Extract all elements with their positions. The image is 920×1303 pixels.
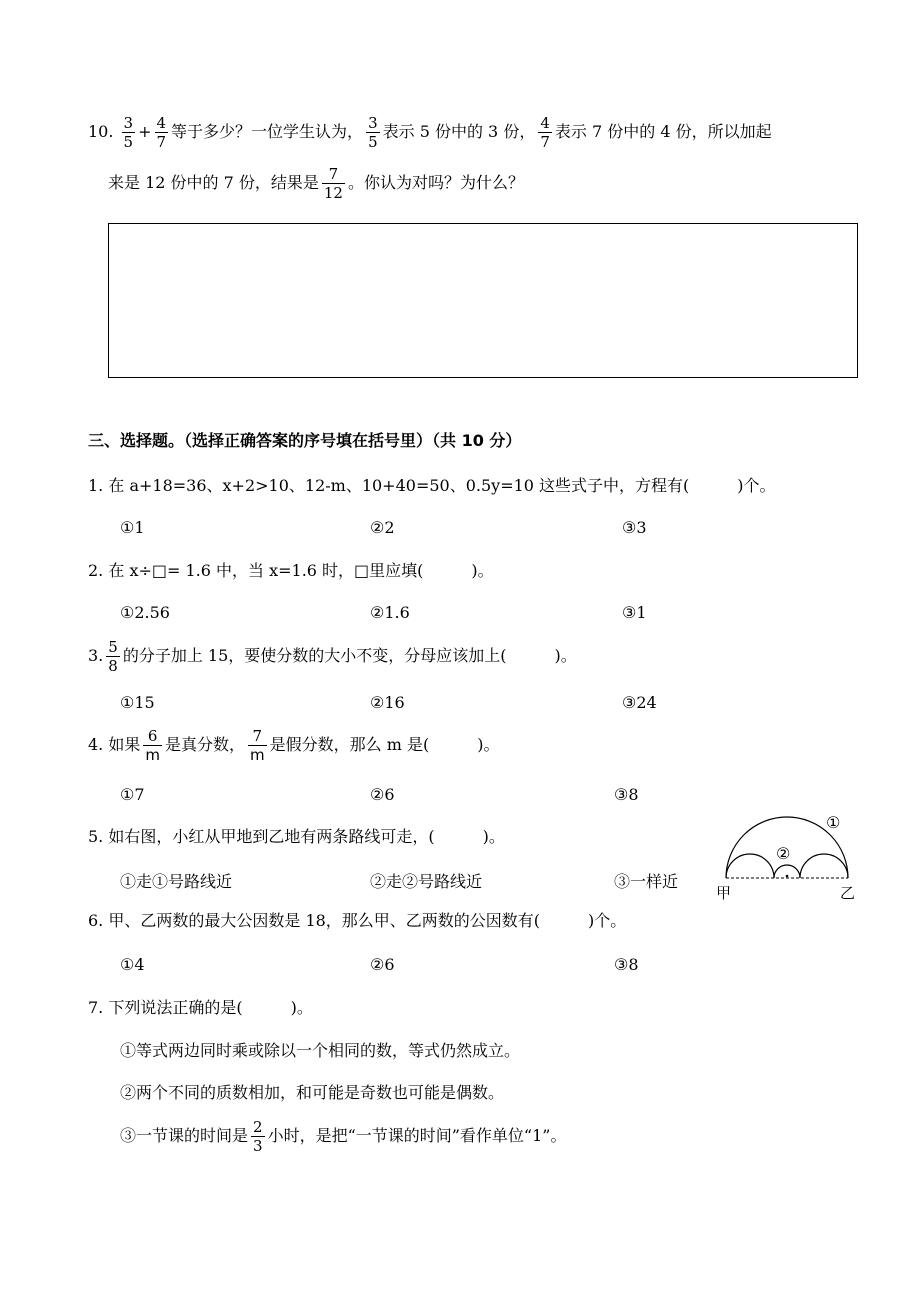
q5-option-3[interactable]: ③一样近 bbox=[614, 872, 679, 891]
q3-option-2[interactable]: ②16 bbox=[370, 693, 405, 712]
route-2-arc-1 bbox=[726, 854, 774, 878]
label-route-1: ① bbox=[826, 813, 841, 832]
q10-number: 10. bbox=[88, 122, 114, 141]
label-jia: 甲 bbox=[716, 884, 732, 902]
fraction-7-12: $\frac{7}{12}$ bbox=[323, 165, 343, 202]
q7-text: 7. 下列说法正确的是( )。 bbox=[88, 998, 313, 1017]
fraction-5-8: $\frac{5}{8}$ bbox=[108, 638, 118, 675]
q1-option-1[interactable]: ①1 bbox=[120, 518, 145, 537]
q7-statement-2[interactable]: ②两个不同的质数相加，和可能是奇数也可能是偶数。 bbox=[120, 1083, 505, 1102]
q6-option-1[interactable]: ①4 bbox=[120, 955, 145, 974]
q4-line: 4. 如果 $\frac{6}{m}$ 是真分数， $\frac{7}{m}$ 是假分数，那么 m 是( )。 bbox=[88, 727, 500, 764]
q6-option-2[interactable]: ②6 bbox=[370, 955, 395, 974]
route-2-arc-3 bbox=[800, 854, 848, 878]
q2-text: 2. 在 x÷□= 1.6 中，当 x=1.6 时，□里应填( )。 bbox=[88, 561, 494, 580]
center-dot bbox=[786, 875, 789, 878]
q10-line2: 来是 12 份中的 7 份，结果是 $\frac{7}{12}$ 。你认为对吗？为什么？ bbox=[108, 165, 524, 202]
q3-line: 3. $\frac{5}{8}$ 的分子加上 15，要使分数的大小不变，分母应该加上( )。 bbox=[88, 638, 577, 675]
q4-option-2[interactable]: ②6 bbox=[370, 785, 395, 804]
q6-text: 6. 甲、乙两数的最大公因数是 18，那么甲、乙两数的公因数有( )个。 bbox=[88, 911, 627, 930]
fraction-7-m: $\frac{7}{m}$ bbox=[250, 727, 265, 764]
fraction-6-m: $\frac{6}{m}$ bbox=[145, 727, 160, 764]
q4-option-1[interactable]: ①7 bbox=[120, 785, 145, 804]
label-route-2: ② bbox=[776, 844, 791, 863]
q5-text: 5. 如右图，小红从甲地到乙地有两条路线可走，( )。 bbox=[88, 827, 505, 846]
q3-option-3[interactable]: ③24 bbox=[622, 693, 657, 712]
route-diagram bbox=[712, 806, 872, 906]
q7-statement-3[interactable]: ③一节课的时间是 $\frac{2}{3}$ 小时，是把“一节课的时间”看作单位“1”。 bbox=[120, 1118, 567, 1155]
q5-option-2[interactable]: ②走②号路线近 bbox=[370, 872, 483, 891]
label-yi: 乙 bbox=[840, 884, 856, 902]
q10-answer-box[interactable] bbox=[108, 223, 858, 378]
fraction-3-5-b: $\frac{3}{5}$ bbox=[368, 114, 378, 151]
q1-text: 1. 在 a+18=36、x+2>10、12-m、10+40=50、0.5y=10 这些式子中，方程有( )个。 bbox=[88, 476, 776, 495]
fraction-4-7-b: $\frac{4}{7}$ bbox=[540, 114, 550, 151]
q10-line1: 10. $\frac{3}{5}$ + $\frac{4}{7}$ 等于多少？一位学生认为， $\frac{3}{5}$ 表示 5 份中的 3 份， $\frac{4}{7}$ 表示 7 份中的 4 份，所以加起 bbox=[88, 114, 772, 151]
section3-title: 三、选择题。（选择正确答案的序号填在括号里）（共 10 分） bbox=[88, 431, 522, 450]
q1-option-2[interactable]: ②2 bbox=[370, 518, 395, 537]
q2-option-3[interactable]: ③1 bbox=[622, 603, 647, 622]
q7-statement-1[interactable]: ①等式两边同时乘或除以一个相同的数，等式仍然成立。 bbox=[120, 1041, 521, 1060]
q5-option-1[interactable]: ①走①号路线近 bbox=[120, 872, 233, 891]
q6-option-3[interactable]: ③8 bbox=[614, 955, 639, 974]
q4-option-3[interactable]: ③8 bbox=[614, 785, 639, 804]
plus-sign: + bbox=[138, 122, 152, 141]
q2-option-1[interactable]: ①2.56 bbox=[120, 603, 170, 622]
fraction-2-3: $\frac{2}{3}$ bbox=[253, 1118, 263, 1155]
fraction-4-7: $\frac{4}{7}$ bbox=[156, 114, 167, 151]
fraction-3-5: $\frac{3}{5}$ bbox=[123, 114, 134, 151]
q2-option-2[interactable]: ②1.6 bbox=[370, 603, 410, 622]
q3-option-1[interactable]: ①15 bbox=[120, 693, 155, 712]
q1-option-3[interactable]: ③3 bbox=[622, 518, 647, 537]
